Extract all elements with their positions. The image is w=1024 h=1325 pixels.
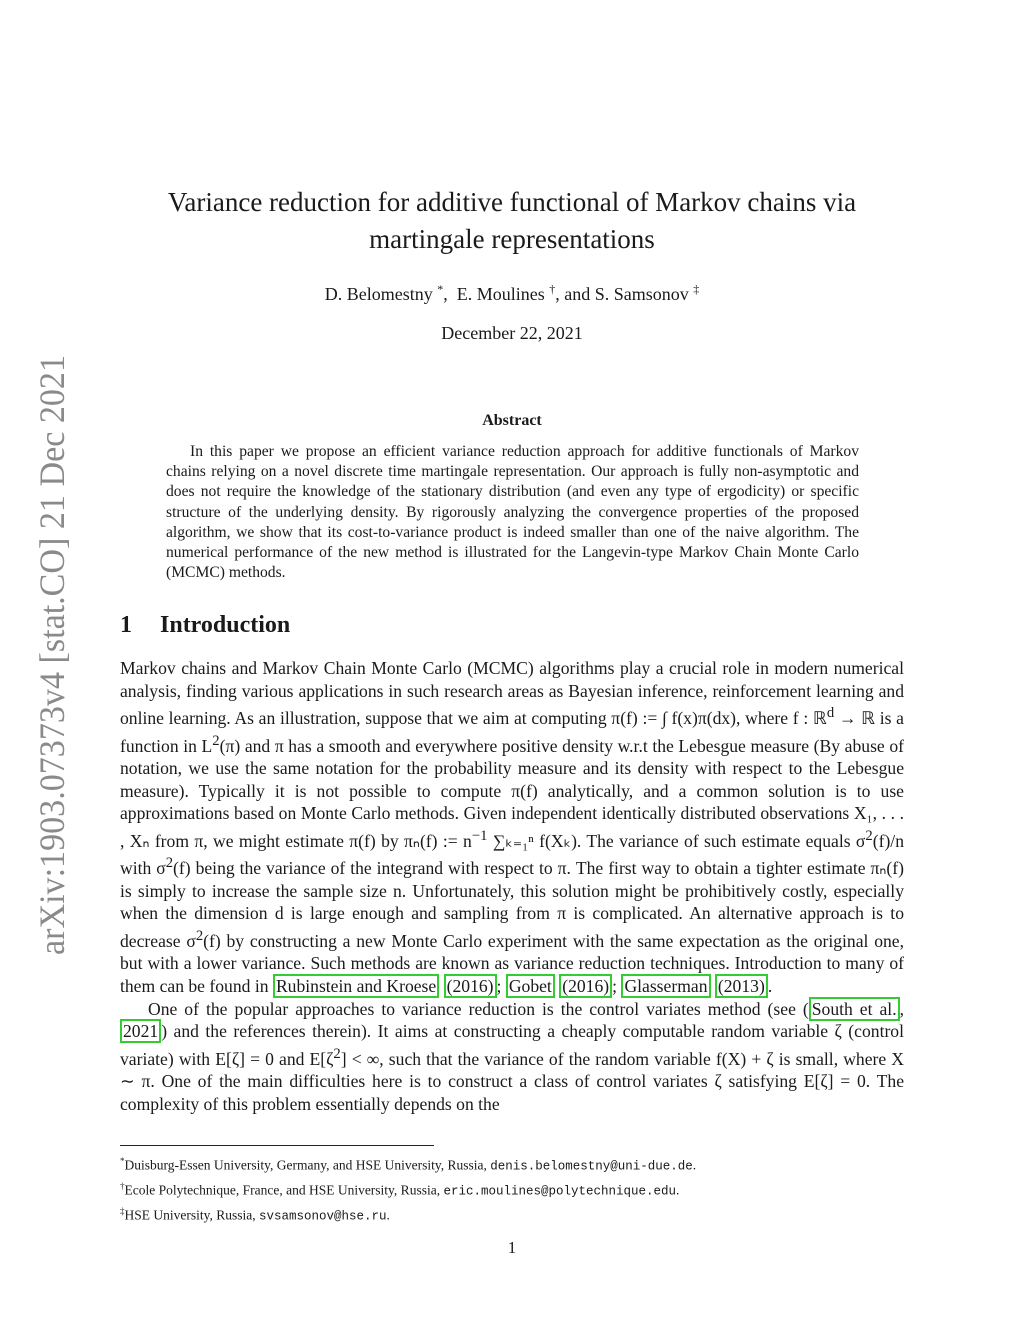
citation-year-link[interactable]: (2016): [559, 974, 612, 998]
citation-year-link[interactable]: (2013): [715, 974, 768, 998]
citation-year-link[interactable]: 2021: [120, 1019, 161, 1043]
author-list: D. Belomestny *, E. Moulines †, and S. Samsonov ‡: [324, 282, 700, 304]
email-link[interactable]: eric.moulines@polytechnique.edu: [443, 1184, 676, 1199]
author-moulines: E. Moulines: [456, 284, 545, 304]
footnote-mark[interactable]: †: [549, 282, 556, 296]
abstract-heading: Abstract: [482, 412, 542, 429]
citation-link[interactable]: Gobet: [506, 974, 555, 998]
paragraph: Markov chains and Markov Chain Monte Carlo (MCMC) algorithms play a crucial role in modern numerical analysis, finding various applications in such research areas as Bayesian inference, reinforcement learning and online learning. As an illustration, suppose that we aim at computing π(f) := ∫ f(x)π(dx), where f : ℝ$^d$ → ℝ is a function in $L^2(\pi)$ and π has a smooth and everywhere positive density w.r.t the Lebesgue measure (By abuse of notation, we use the same notation for the probability measure and its density with respect to the Lebesgue measure). Typically it is not possible to compute π(f) analytically, and a common solution is to use approximations based on Monte Carlo methods. Given independent identically distributed observations X₁, . . . , Xₙ from π, we might estimate π(f) by πₙ(f) := $n^{-1}$ ∑ₖ₌₁ⁿ f(Xₖ). The variance of such estimate equals $\sigma^2(f)/n$ with $\sigma^2(f)$ being the variance of the integrand with respect to π. The first way to obtain a tighter estimate πₙ(f) is simply to increase the sample size n. Unfortunately, this solution might be prohibitively costly, especially when the dimension d is large enough and sampling from π is complicated. An alternative approach is to decrease $\sigma^2(f)$ by constructing a new Monte Carlo experiment with the same expectation as the original one, but with a lower variance. Such methods are known as variance reduction techniques. Introduction to many of them can be found in Rubinstein and Kroese (2016) ; Gobet (2016) ; Glasserman (2013) .: [120, 658, 904, 997]
citation-year-link[interactable]: (2016): [444, 974, 497, 998]
citation-link[interactable]: Rubinstein and Kroese: [273, 974, 439, 998]
author-belomestny: D. Belomestny: [324, 284, 433, 304]
section-title: Introduction: [160, 612, 291, 638]
page-number: 1: [507, 1238, 517, 1257]
paragraph: One of the popular approaches to variance reduction is the control variates method (see ( South et al. , 2021 ) and the references therein). It aims at constructing a cheaply computable random variable ζ (control variate) with E[ζ] = 0 and $E[\zeta^2]$ < ∞, such that the variance of the random variable f(X) + ζ is small, where X ∼ π. One of the main difficulties here is to construct a class of control variates ζ satisfying E[ζ] = 0. The complexity of this problem essentially depends on the: [120, 998, 905, 1114]
footnote-mark[interactable]: ‡: [693, 282, 700, 296]
arxiv-sidebar-stamp: [18, 350, 78, 955]
email-link[interactable]: svsamsonov@hse.ru: [259, 1209, 387, 1224]
footnote: ‡HSE University, Russia, svsamsonov@hse.ru.: [120, 1206, 390, 1224]
body-text: [120, 657, 904, 1115]
citation-link[interactable]: Glasserman: [621, 974, 710, 998]
footnote: *Duisburg-Essen University, Germany, and HSE University, Russia, denis.belomestny@uni-due.de.: [120, 1156, 697, 1174]
section-number: 1: [120, 612, 132, 638]
footnote-mark[interactable]: *: [437, 282, 444, 296]
email-link[interactable]: denis.belomestny@uni-due.de: [490, 1159, 693, 1174]
abstract-text: In this paper we propose an efficient variance reduction approach for additive functionals of Markov chains relying on a novel discrete time martingale representation. Our approach is fully non-asymptotic and does not require the knowledge of the stationary distribution (and even any type of ergodicity) or specific structure of the underlying density. By rigorously analyzing the convergence properties of the proposed algorithm, we show that its cost-to-variance product is indeed smaller than one of the naive algorithm. The numerical performance of the new method is illustrated for the Langevin-type Markov Chain Monte Carlo (MCMC) methods.: [166, 443, 859, 582]
footnote: †Ecole Polytechnique, France, and HSE University, Russia, eric.moulines@polytechnique.edu.: [120, 1181, 680, 1199]
citation-link[interactable]: South et al.: [809, 997, 900, 1021]
paper-title: Variance reduction for additive functional of Markov chains via martingale representations: [167, 187, 857, 254]
footnote-divider: [120, 1145, 434, 1146]
arxiv-id-text: arXiv:1903.07373v4 [stat.CO] 21 Dec 2021: [32, 350, 72, 955]
footnotes: [120, 1152, 904, 1227]
section-heading: [120, 612, 290, 639]
author-samsonov: S. Samsonov: [594, 284, 689, 304]
paper-date: December 22, 2021: [441, 323, 583, 343]
